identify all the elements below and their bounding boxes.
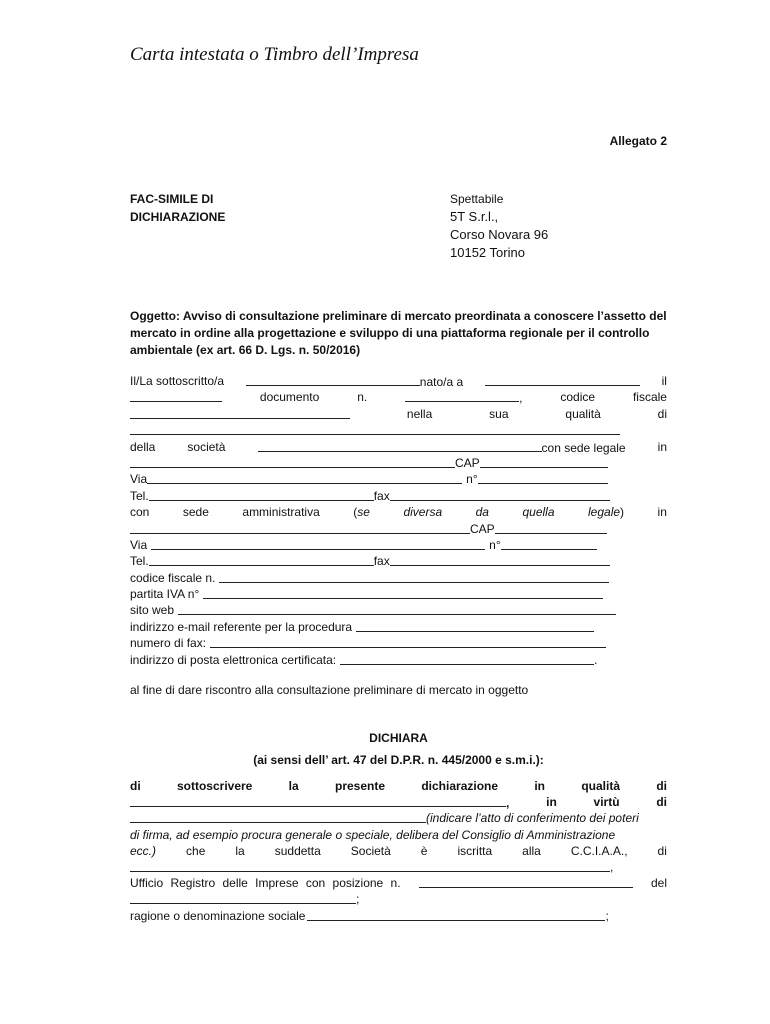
decl-word: sottoscrivere	[176, 779, 253, 793]
form-row	[130, 471, 667, 487]
cap-label: CAP	[470, 521, 495, 536]
tax-code-field[interactable]	[130, 406, 350, 419]
form-row	[130, 422, 667, 438]
sito-web-label: sito web	[130, 603, 175, 618]
declarant-form	[130, 373, 667, 668]
di-firma-text: di firma, ad esempio procura generale o speciale, delibera del Consiglio di Amministrazione	[130, 827, 616, 842]
fax-label: fax	[373, 554, 390, 569]
form-row	[130, 570, 667, 586]
admin-fax-field[interactable]	[390, 553, 610, 566]
decl-word: è	[420, 843, 428, 858]
fax-label: fax	[373, 488, 390, 503]
documento-label: documento	[259, 390, 320, 405]
decl-row	[130, 810, 667, 826]
fax-number-field[interactable]	[210, 635, 606, 648]
indicare-text: (indicare l’atto di conferimento dei poteri	[426, 811, 639, 826]
nato-label: nato/a a	[419, 375, 464, 389]
legal-phone-field[interactable]	[149, 488, 374, 501]
amministrativa-label: amministrativa	[242, 505, 320, 520]
decl-word: Società	[350, 843, 391, 858]
comma-text: ,	[519, 391, 523, 406]
declaration-body	[130, 778, 667, 924]
open-paren: (	[353, 505, 358, 520]
legale-label: legale	[588, 505, 621, 520]
in-label: in	[657, 439, 667, 454]
cciaa-field[interactable]	[130, 859, 610, 872]
company-name-field[interactable]	[307, 908, 605, 921]
codice-label: codice	[560, 390, 596, 405]
semicolon-text: ;	[356, 892, 360, 907]
purpose-text: al fine di dare riscontro alla consultazione preliminare di mercato in oggetto	[130, 683, 529, 697]
sua-label: sua	[489, 406, 509, 421]
cap-label: CAP	[455, 455, 480, 470]
form-row	[130, 521, 667, 537]
sottoscritto-label: Il/La sottoscritto/a	[130, 374, 225, 388]
decl-word: suddetta	[274, 843, 321, 858]
form-row	[130, 504, 667, 520]
admin-number-field[interactable]	[501, 537, 597, 550]
decl-word: dichiarazione	[421, 779, 499, 793]
contact-email-field[interactable]	[356, 619, 594, 632]
del-text: del	[650, 876, 667, 891]
codice-fiscale-label: codice fiscale n.	[130, 570, 216, 585]
quella-label: quella	[522, 505, 555, 520]
sede-legale-label: con sede legale	[541, 440, 626, 455]
company-field[interactable]	[258, 439, 542, 452]
form-row	[130, 553, 667, 569]
legal-fax-field[interactable]	[390, 488, 610, 501]
sede-label: sede	[182, 505, 209, 520]
decl-row	[130, 827, 667, 843]
facsimile-line1: FAC-SIMILE DI	[130, 192, 214, 206]
birthplace-field[interactable]	[485, 373, 640, 386]
powers-act-field[interactable]	[130, 810, 426, 823]
decl-word: che	[186, 843, 206, 858]
decl-row	[130, 843, 667, 859]
facsimile-title	[130, 190, 225, 226]
qualita-label: qualità	[565, 406, 601, 421]
dichiara-heading: DICHIARA	[369, 731, 428, 745]
recipient-salutation: Spettabile	[450, 192, 504, 206]
form-row	[130, 537, 667, 553]
diversa-label: diversa	[403, 505, 443, 520]
nella-label: nella	[406, 406, 433, 421]
admin-city-field[interactable]	[130, 521, 470, 534]
decl-word: in	[534, 779, 546, 793]
da-label: da	[475, 505, 489, 520]
legal-reference: (ai sensi dell’ art. 47 del D.P.R. n. 445/2000 e s.m.i.):	[253, 753, 544, 767]
form-row	[130, 602, 667, 618]
decl-word: qualità	[581, 779, 620, 793]
recipient-city: 10152 Torino	[450, 245, 525, 260]
website-field[interactable]	[178, 602, 616, 615]
numero-label: n°	[489, 537, 501, 552]
pec-label: indirizzo di posta elettronica certificata:	[130, 652, 337, 667]
societa-label: società	[187, 439, 226, 454]
qualita-field[interactable]	[130, 794, 506, 807]
decl-word: di	[657, 843, 667, 858]
birthdate-field[interactable]	[130, 389, 222, 402]
form-row	[130, 586, 667, 602]
form-row	[130, 406, 667, 422]
vat-number-field[interactable]	[203, 586, 603, 599]
decl-word: la	[288, 779, 299, 793]
tel-label: Tel.	[130, 488, 149, 503]
pec-field[interactable]	[340, 652, 594, 665]
admin-phone-field[interactable]	[149, 553, 374, 566]
role-field[interactable]	[130, 422, 620, 435]
se-label: se	[357, 505, 370, 520]
decl-word: iscritta	[457, 843, 493, 858]
ufficio-text: Ufficio Registro delle Imprese con posizione n.	[130, 876, 401, 891]
decl-word: C.C.I.A.A.,	[570, 843, 628, 858]
registry-position-field[interactable]	[419, 875, 633, 888]
company-tax-code-field[interactable]	[219, 570, 609, 583]
email-referente-label: indirizzo e-mail referente per la procedura	[130, 619, 353, 634]
partita-iva-label: partita IVA n°	[130, 587, 200, 602]
form-row	[130, 635, 667, 651]
form-row	[130, 373, 667, 389]
il-label: il	[661, 374, 667, 388]
admin-cap-field[interactable]	[495, 521, 607, 534]
form-row	[130, 455, 667, 471]
recipient-street: Corso Novara 96	[450, 227, 549, 242]
semicolon-text: ;	[605, 908, 609, 923]
name-field[interactable]	[246, 373, 420, 386]
decl-word: di	[656, 779, 667, 793]
ecc-text: ecc.)	[130, 843, 157, 858]
decl-word: la	[235, 843, 245, 858]
decl-row	[130, 891, 667, 907]
comma-text: ,	[610, 859, 614, 874]
registry-date-field[interactable]	[130, 891, 356, 904]
form-row	[130, 488, 667, 504]
ragione-label: ragione o denominazione sociale	[130, 908, 306, 923]
decl-row	[130, 859, 667, 875]
legal-city-field[interactable]	[130, 455, 455, 468]
period-text: .	[594, 652, 598, 667]
fiscale-label: fiscale	[632, 390, 667, 405]
di-label: di	[657, 406, 667, 421]
numero-fax-label: numero di fax:	[130, 636, 207, 651]
numero-label: n°	[466, 472, 478, 487]
n-label: n.	[357, 390, 368, 405]
subject: Oggetto: Avviso di consultazione preliminare di mercato preordinata a conoscere l’assetto del mercato in ordine alla progettazione e sviluppo di una piattaforma regionale per il controllo ambientale (ex art. 66 D. Lgs. n. 50/2016)	[130, 309, 667, 357]
decl-word: di	[656, 795, 667, 810]
decl-row	[130, 875, 667, 891]
close-paren: )	[620, 505, 625, 520]
facsimile-line2: DICHIARAZIONE	[130, 210, 226, 224]
admin-street-field[interactable]	[151, 537, 485, 550]
decl-word: di	[130, 779, 141, 793]
decl-word: virtù	[593, 795, 620, 810]
in-label: in	[657, 505, 667, 520]
decl-row	[130, 794, 667, 810]
form-row	[130, 439, 667, 455]
con-label: con	[130, 505, 150, 520]
letterhead: Carta intestata o Timbro dell’Impresa	[130, 44, 419, 65]
form-row	[130, 619, 667, 635]
legal-cap-field[interactable]	[480, 455, 608, 468]
recipient-address	[450, 190, 548, 262]
decl-row	[130, 908, 667, 924]
decl-row	[130, 778, 667, 794]
form-row	[130, 389, 667, 405]
comma-text: ,	[506, 796, 510, 811]
della-label: della	[130, 439, 156, 454]
via-label: Via	[130, 537, 148, 552]
via-label: Via	[130, 472, 148, 487]
allegato-label: Allegato 2	[609, 134, 667, 148]
tel-label: Tel.	[130, 554, 149, 569]
decl-word: presente	[335, 779, 386, 793]
decl-word: alla	[522, 843, 541, 858]
recipient-name: 5T S.r.l.,	[450, 209, 499, 224]
form-row	[130, 652, 667, 668]
legal-number-field[interactable]	[478, 471, 608, 484]
decl-word: in	[546, 795, 557, 810]
document-number-field[interactable]	[405, 389, 519, 402]
legal-street-field[interactable]	[147, 471, 462, 484]
